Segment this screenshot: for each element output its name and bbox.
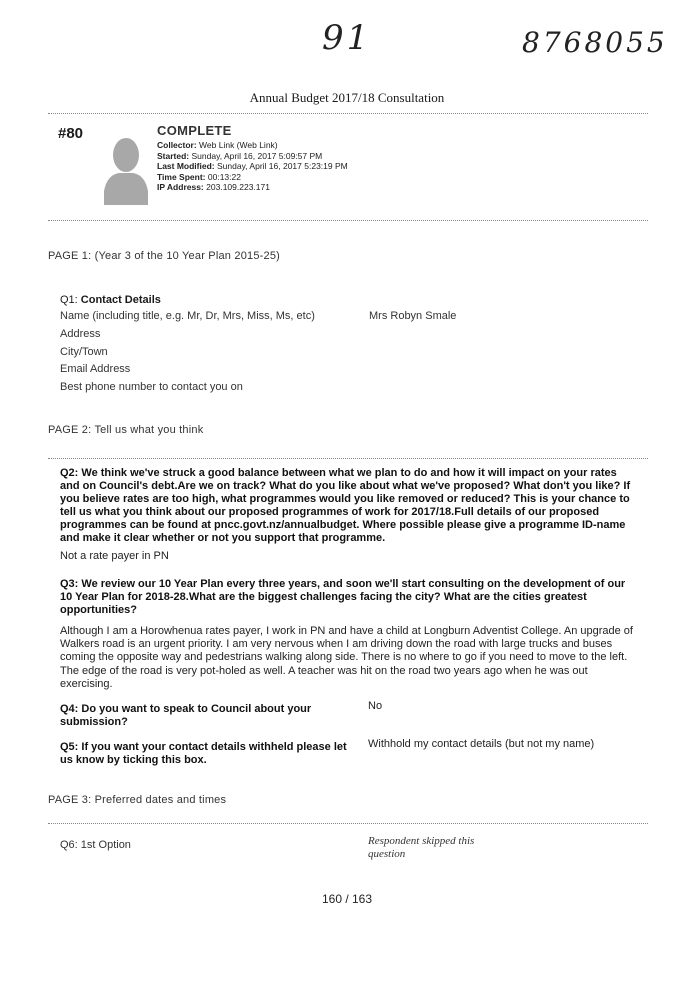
started-label: Started:: [157, 150, 190, 161]
page1-heading: PAGE 1: (Year 3 of the 10 Year Plan 2015-25): [48, 250, 281, 262]
q6-answer: Respondent skipped this question: [368, 835, 475, 860]
field-label-phone: Best phone number to contact you on: [60, 381, 243, 393]
handwritten-number-right: 8768055: [522, 26, 668, 59]
field-label-city: City/Town: [60, 346, 108, 358]
page2-heading: PAGE 2: Tell us what you think: [48, 424, 204, 436]
divider: [48, 113, 648, 114]
handwritten-number-left: 91: [322, 18, 372, 58]
modified-label: Last Modified:: [157, 161, 215, 171]
time-spent-value: 00:13:22: [207, 171, 241, 182]
q4-question: Q4: Do you want to speak to Council about your submission?: [60, 703, 312, 728]
started-value: Sunday, April 16, 2017 5:09:57 PM: [191, 150, 323, 161]
response-metadata: [157, 140, 348, 193]
field-label-address: Address: [60, 328, 101, 340]
q2-answer: Not a rate payer in PN: [60, 550, 169, 562]
q1-number: Q1:: [60, 294, 78, 306]
document-title: Annual Budget 2017/18 Consultation: [249, 90, 445, 105]
time-spent-label: Time Spent:: [157, 171, 206, 182]
status-badge: COMPLETE: [157, 123, 232, 138]
response-number: #80: [58, 125, 84, 142]
q5-question: Q5: If you want your contact details withheld please let us know by ticking this box.: [60, 741, 347, 766]
ip-address-label: IP Address:: [157, 182, 204, 192]
field-label-email: Email Address: [60, 363, 131, 375]
collector-value: Web Link (Web Link): [199, 140, 278, 150]
avatar: [104, 133, 148, 205]
divider: [48, 823, 648, 824]
q2-question: Q2: We think we've struck a good balance between what we plan to do and how it will impact on your rates and on Council's debt.Are we on track? What do you like about what we've proposed? What don't you like? If you believe rates are too high, what programmes would you like removed or reduced? This is your chance to tell us what you think about our proposed programmes of work for 2017/18.Full details of our proposed programmes can be found at pncc.govt.nz/annualbudget. Where possible please give a programme ID-name and make it clear whether or not you support that programme.: [60, 467, 631, 544]
q4-answer: No: [368, 700, 383, 712]
q1-heading: [60, 294, 161, 306]
q3-question: Q3: We review our 10 Year Plan every three years, and soon we'll start consulting on the development of our 10 Year Plan for 2018-28.What are the biggest challenges facing the city? What are the cities greatest opportunities?: [60, 578, 626, 616]
modified-value: Sunday, April 16, 2017 5:23:19 PM: [216, 161, 348, 171]
q6-question: Q6: 1st Option: [60, 839, 131, 851]
q3-answer: Although I am a Horowhenua rates payer, I work in PN and have a child at Longburn Adventist College. An upgrade of Walkers road is an urgent priority. I am very nervous when I am driving down the road with large trucks and buses coming the opposite way and pedestrians walking along side. There is no where to go if you need to move to the left. The edge of the road is very pot-holed as well. A teacher was hit on the road two years ago when he was out exercising.: [60, 625, 633, 690]
collector-label: Collector:: [157, 140, 197, 150]
q5-answer: Withhold my contact details (but not my name): [368, 738, 595, 750]
divider: [48, 220, 648, 221]
field-value-name: Mrs Robyn Smale: [369, 310, 457, 322]
page-number: 160 / 163: [321, 892, 373, 906]
q1-title: Contact Details: [80, 294, 161, 306]
page3-heading: PAGE 3: Preferred dates and times: [48, 794, 227, 806]
ip-address-value: 203.109.223.171: [206, 182, 270, 192]
person-silhouette-icon: [104, 133, 148, 205]
divider: [48, 458, 648, 459]
field-label-name: Name (including title, e.g. Mr, Dr, Mrs, Miss, Ms, etc): [60, 310, 315, 322]
